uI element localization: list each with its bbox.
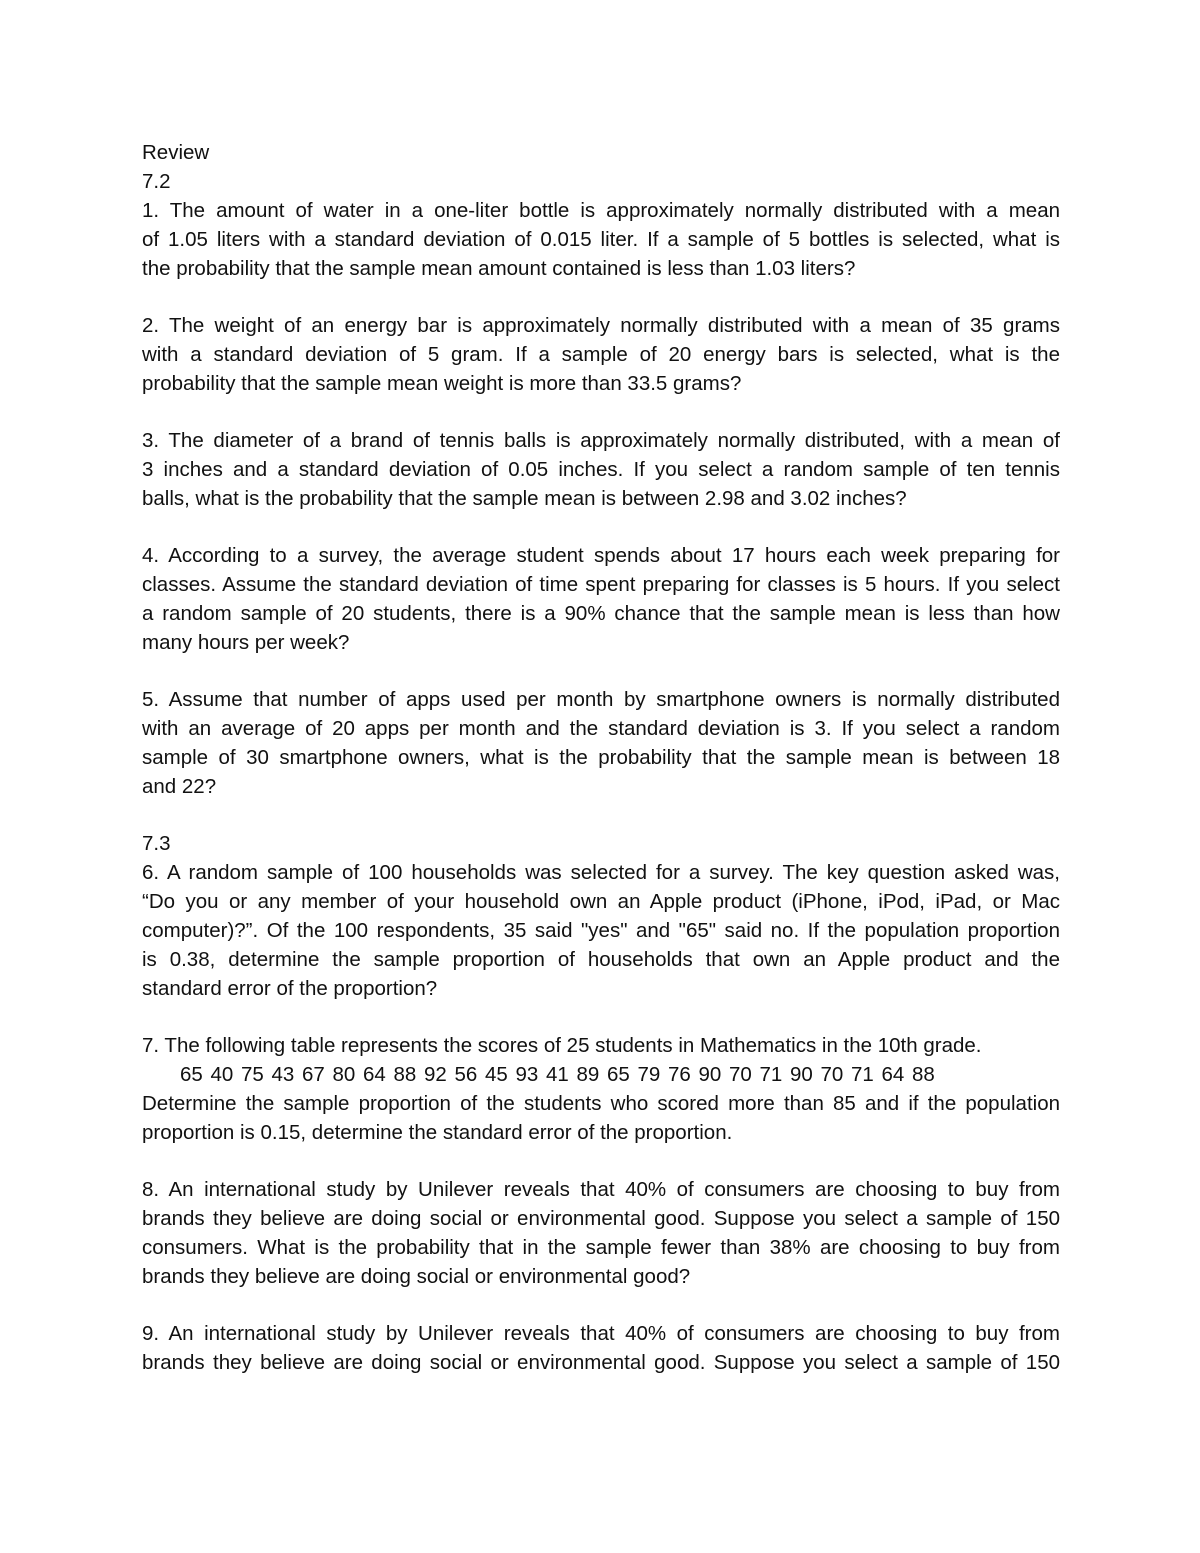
question-line: of 1.05 liters with a standard deviation of 0.015 liter. If a sample of 5 bottles is selected, what is (142, 228, 1060, 251)
question-line: a random sample of 20 students, there is a 90% chance that the sample mean is less than how (142, 602, 1060, 625)
question-6 (142, 858, 1060, 1003)
question-line: computer)?”. Of the 100 respondents, 35 said "yes" and "65" said no. If the population proportion (142, 919, 1060, 942)
question-5 (142, 685, 1060, 801)
question-3 (142, 426, 1060, 513)
question-1 (142, 196, 1060, 283)
question-line: 8. An international study by Unilever reveals that 40% of consumers are choosing to buy from (142, 1178, 1060, 1201)
section-heading-7-2: 7.2 (142, 170, 171, 193)
question-line: the probability that the sample mean amount contained is less than 1.03 liters? (142, 257, 856, 280)
question-line: brands they believe are doing social or environmental good. Suppose you select a sample of 150 (142, 1207, 1060, 1230)
document-title: Review (142, 141, 210, 164)
question-line: 9. An international study by Unilever reveals that 40% of consumers are choosing to buy from (142, 1322, 1060, 1345)
question-line: brands they believe are doing social or environmental good. Suppose you select a sample of 150 (142, 1351, 1060, 1374)
question-line: with a standard deviation of 5 gram. If a sample of 20 energy bars is selected, what is the (142, 343, 1060, 366)
document-page (142, 138, 1060, 1377)
question-line: 4. According to a survey, the average student spends about 17 hours each week preparing for (142, 544, 1060, 567)
question-line: with an average of 20 apps per month and the standard deviation is 3. If you select a random (142, 717, 1060, 740)
question-line: classes. Assume the standard deviation of time spent preparing for classes is 5 hours. If you select (142, 573, 1060, 596)
question-7 (142, 1031, 1060, 1147)
question-4 (142, 541, 1060, 657)
question-line: probability that the sample mean weight is more than 33.5 grams? (142, 372, 742, 395)
question-line: 6. A random sample of 100 households was selected for a survey. The key question asked was, (142, 861, 1060, 884)
question-line: brands they believe are doing social or environmental good? (142, 1265, 691, 1288)
question-line: 3. The diameter of a brand of tennis balls is approximately normally distributed, with a mean of (142, 429, 1060, 452)
question-line: “Do you or any member of your household own an Apple product (iPhone, iPod, iPad, or Mac (142, 890, 1060, 913)
question-line: is 0.38, determine the sample proportion of households that own an Apple product and the (142, 948, 1060, 971)
question-8 (142, 1175, 1060, 1291)
question-line: balls, what is the probability that the sample mean is between 2.98 and 3.02 inches? (142, 487, 907, 510)
question-line: 5. Assume that number of apps used per month by smartphone owners is normally distributed (142, 688, 1060, 711)
question-line: and 22? (142, 775, 217, 798)
question-line: standard error of the proportion? (142, 977, 438, 1000)
question-line: consumers. What is the probability that in the sample fewer than 38% are choosing to buy from (142, 1236, 1060, 1259)
question-9 (142, 1319, 1060, 1377)
section-heading-7-3: 7.3 (142, 832, 171, 855)
question-line: 1. The amount of water in a one-liter bottle is approximately normally distributed with a mean (142, 199, 1060, 222)
question-line: 7. The following table represents the scores of 25 students in Mathematics in the 10th grade. (142, 1034, 982, 1057)
question-line: 3 inches and a standard deviation of 0.05 inches. If you select a random sample of ten tennis (142, 458, 1060, 481)
question-line: Determine the sample proportion of the students who scored more than 85 and if the population (142, 1092, 1060, 1115)
scores-list: 65 40 75 43 67 80 64 88 92 56 45 93 41 89 65 79 76 90 70 71 90 70 71 64 88 (180, 1063, 935, 1086)
question-line: 2. The weight of an energy bar is approximately normally distributed with a mean of 35 grams (142, 314, 1060, 337)
question-2 (142, 311, 1060, 398)
question-line: many hours per week? (142, 631, 350, 654)
question-line: proportion is 0.15, determine the standard error of the proportion. (142, 1121, 733, 1144)
question-line: sample of 30 smartphone owners, what is the probability that the sample mean is between 18 (142, 746, 1060, 769)
